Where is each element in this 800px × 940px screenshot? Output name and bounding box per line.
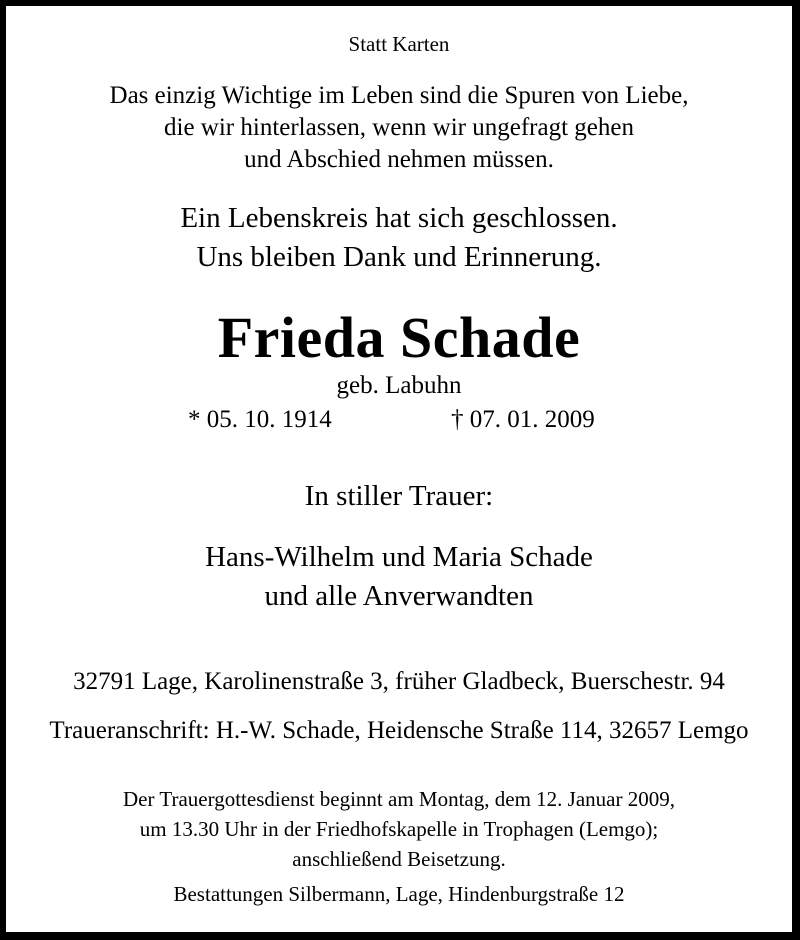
motto-line: Ein Lebenskreis hat sich geschlossen. <box>180 202 618 234</box>
maiden-name: geb. Labuhn <box>336 372 462 399</box>
service-line: anschließend Beisetzung. <box>292 847 506 871</box>
service-line: um 13.30 Uhr in der Friedhofskapelle in Trophagen (Lemgo); <box>139 817 659 841</box>
mourning-address: Traueranschrift: H.-W. Schade, Heidensche Straße 114, 32657 Lemgo <box>49 717 749 744</box>
residence-address: 32791 Lage, Karolinenstraße 3, früher Gladbeck, Buerschestr. 94 <box>73 668 725 695</box>
funeral-home: Bestattungen Silbermann, Lage, Hindenburgstraße 12 <box>173 882 625 906</box>
obituary-notice <box>6 6 792 932</box>
mourner-line: und alle Anverwandten <box>264 580 534 612</box>
quote-line: Das einzig Wichtige im Leben sind die Spuren von Liebe, <box>109 82 689 109</box>
service-line: Der Trauergottesdienst beginnt am Montag, dem 12. Januar 2009, <box>123 787 675 811</box>
motto-line: Uns bleiben Dank und Erinnerung. <box>196 241 602 273</box>
quote-line: und Abschied nehmen müssen. <box>244 146 554 173</box>
death-date: † 07. 01. 2009 <box>451 406 595 433</box>
birth-date: * 05. 10. 1914 <box>188 406 332 433</box>
mourner-line: Hans-Wilhelm und Maria Schade <box>205 541 593 573</box>
deceased-name: Frieda Schade <box>217 305 581 370</box>
header-text: Statt Karten <box>348 32 450 56</box>
mourning-intro: In stiller Trauer: <box>304 480 494 512</box>
quote-line: die wir hinterlassen, wenn wir ungefragt gehen <box>164 114 634 141</box>
